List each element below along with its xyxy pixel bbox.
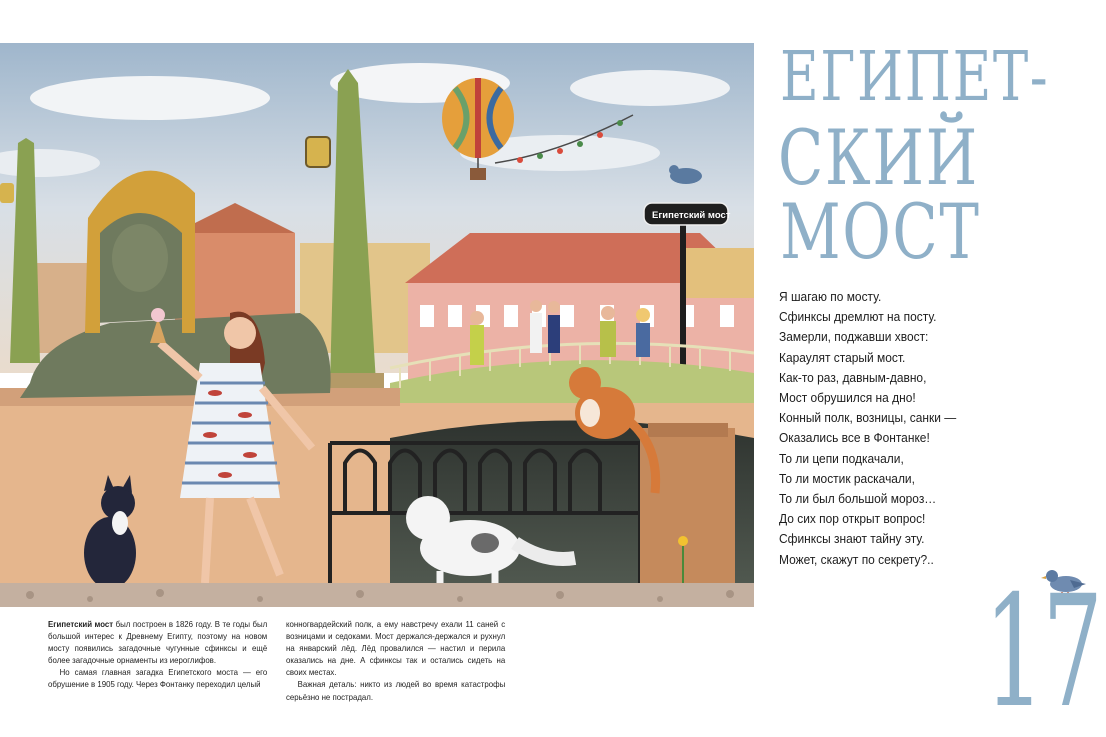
notes-column-2 <box>286 619 505 704</box>
ground <box>0 583 754 607</box>
lamp <box>0 183 14 203</box>
bridge-illustration <box>0 43 754 607</box>
poem-line: То ли цепи подкачали, <box>779 450 904 466</box>
notes-paragraph <box>48 619 267 667</box>
poem-line: Мост обрушился на дно! <box>779 390 916 406</box>
poem-line: То ли был большой мороз… <box>779 491 937 507</box>
poem-line: Замерли, поджавши хвост: <box>779 329 929 345</box>
title-line-2: СКИЙ <box>778 113 979 202</box>
page-number: 17 <box>984 563 1101 737</box>
balloon-basket <box>470 168 486 180</box>
dandelion <box>678 536 688 546</box>
poem-line: Караулят старый мост. <box>779 349 906 365</box>
poem <box>779 287 1018 570</box>
lamp <box>306 137 330 167</box>
poem-line: Конный полк, возницы, санки — <box>779 410 957 426</box>
street-sign-text: Египетский мост <box>652 210 731 221</box>
building <box>680 248 754 298</box>
poem-line: Оказались все в Фонтанке! <box>779 430 930 446</box>
notes-paragraph: конногвардейский полк, а ему навстречу ехали 11 саней с возницами и седоками. Мост держался-держался и рухнул на январский лёд. Лёд провалился — настил и перила оказались на дне. А сфинксы так и остались сидеть на своих местах. <box>286 620 506 678</box>
cloud <box>570 70 730 106</box>
poem-line: То ли мостик раскачали, <box>779 470 915 486</box>
notes-column-1 <box>48 619 267 692</box>
cloud <box>30 76 270 120</box>
notes-text: был построен в 1826 году. В те годы был большой интерес к Древнему Египту, поэтому на новом мосту появились загадочные чугунные сфинксы и ещё более загадочные орнаменты из иероглифов. <box>48 620 268 666</box>
illustration-art <box>0 43 754 607</box>
poem-line: Я шагаю по мосту. <box>779 289 882 304</box>
title-line-3: МОСТ <box>780 187 981 276</box>
notes-term: Египетский мост <box>48 620 114 629</box>
notes-paragraph: Важная деталь: никто из людей во время катастрофы серьёзно не пострадал. <box>286 680 506 702</box>
poem-line: До сих пор открыт вопрос! <box>779 511 926 527</box>
notes-paragraph: Но самая главная загадка Египетского моста — его обрушение в 1905 году. Через Фонтанку переходил целый <box>48 668 268 690</box>
poem-line: Сфинксы знают тайну эту. <box>779 531 925 547</box>
poem-line: Как-то раз, давным-давно, <box>779 369 927 385</box>
title-line-1: ЕГИПЕТ- <box>780 38 1050 117</box>
poem-line: Может, скажут по секрету?.. <box>779 551 934 567</box>
poem-line: Сфинксы дремлют на посту. <box>779 309 937 325</box>
